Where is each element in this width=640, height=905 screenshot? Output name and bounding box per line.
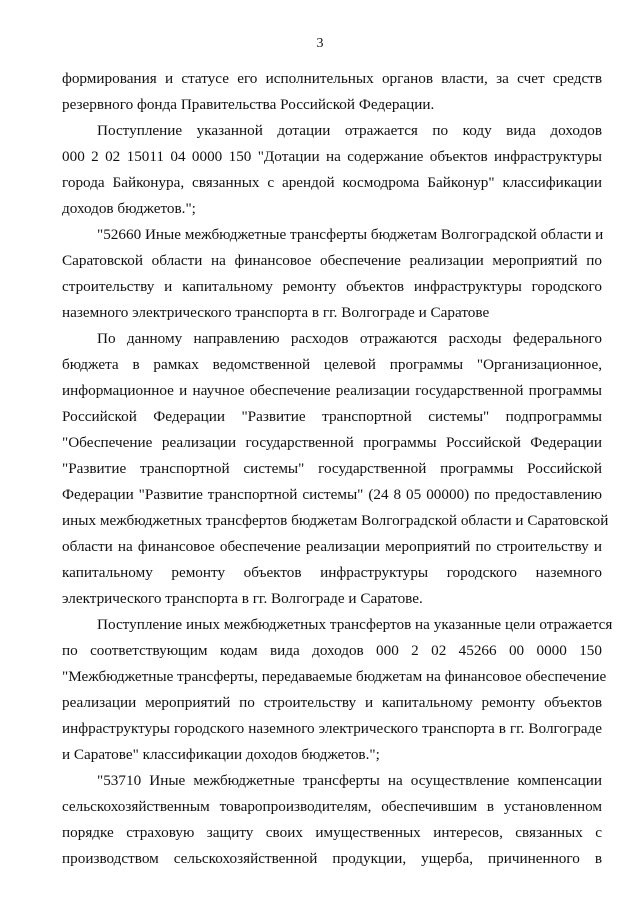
paragraph-line: "53710 Иные межбюджетные трансферты на осуществление компенсации: [97, 772, 602, 789]
paragraph-line: строительству и капитальному ремонту объектов инфраструктуры городского: [62, 278, 602, 295]
paragraph-line: капитальному ремонту объектов инфраструктуры городского наземного: [62, 564, 602, 581]
paragraph-line: формирования и статусе его исполнительных органов власти, за счет средств: [62, 70, 602, 87]
paragraph-line: города Байконура, связанных с арендой космодрома Байконур" классификации: [62, 174, 602, 191]
page-number: 3: [316, 36, 324, 51]
paragraph-line: реализации мероприятий по строительству и капитальному ремонту объектов: [62, 694, 602, 711]
paragraph-line: "Развитие транспортной системы" государственной программы Российской: [62, 460, 602, 477]
paragraph-line: доходов бюджетов.";: [62, 200, 196, 217]
paragraph-line: сельскохозяйственным товаропроизводителям, обеспечившим в установленном: [62, 798, 602, 815]
paragraph-line: порядке страховую защиту своих имущественных интересов, связанных с: [62, 824, 602, 841]
paragraph-line: наземного электрического транспорта в гг. Волгограде и Саратове: [62, 304, 490, 321]
paragraph-line: 000 2 02 15011 04 0000 150 "Дотации на содержание объектов инфраструктуры: [62, 148, 602, 165]
paragraph-line: инфраструктуры городского наземного электрического транспорта в гг. Волгограде: [62, 720, 602, 737]
paragraph-line: "Межбюджетные трансферты, передаваемые бюджетам на финансовое обеспечение: [62, 668, 607, 685]
paragraph-line: области на финансовое обеспечение реализации мероприятий по строительству и: [62, 538, 602, 555]
paragraph-line: Саратовской области на финансовое обеспечение реализации мероприятий по: [62, 252, 602, 269]
paragraph-line: Поступление иных межбюджетных трансфертов на указанные цели отражается: [97, 616, 613, 633]
paragraph-line: "Обеспечение реализации государственной программы Российской Федерации: [62, 434, 602, 451]
paragraph-line: информационное и научное обеспечение реализации государственной программы: [62, 382, 602, 399]
paragraph-line: Федерации "Развитие транспортной системы" (24 8 05 00000) по предоставлению: [62, 486, 602, 503]
paragraph-line: по соответствующим кодам вида доходов 000 2 02 45266 00 0000 150: [62, 642, 602, 659]
paragraph-line: Российской Федерации "Развитие транспортной системы" подпрограммы: [62, 408, 602, 425]
paragraph-line: Поступление указанной дотации отражается по коду вида доходов: [97, 122, 602, 139]
paragraph-line: бюджета в рамках ведомственной целевой программы "Организационное,: [62, 356, 602, 373]
paragraph-line: и Саратове" классификации доходов бюджетов.";: [62, 746, 380, 763]
paragraph-line: иных межбюджетных трансфертов бюджетам Волгоградской области и Саратовской: [62, 512, 609, 529]
paragraph-line: По данному направлению расходов отражаются расходы федерального: [97, 330, 602, 347]
paragraph-line: резервного фонда Правительства Российской Федерации.: [62, 96, 435, 113]
paragraph-line: производством сельскохозяйственной продукции, ущерба, причиненного в: [62, 850, 602, 867]
paragraph-line: электрического транспорта в гг. Волгограде и Саратове.: [62, 590, 423, 607]
paragraph-line: "52660 Иные межбюджетные трансферты бюджетам Волгоградской области и: [97, 226, 604, 243]
